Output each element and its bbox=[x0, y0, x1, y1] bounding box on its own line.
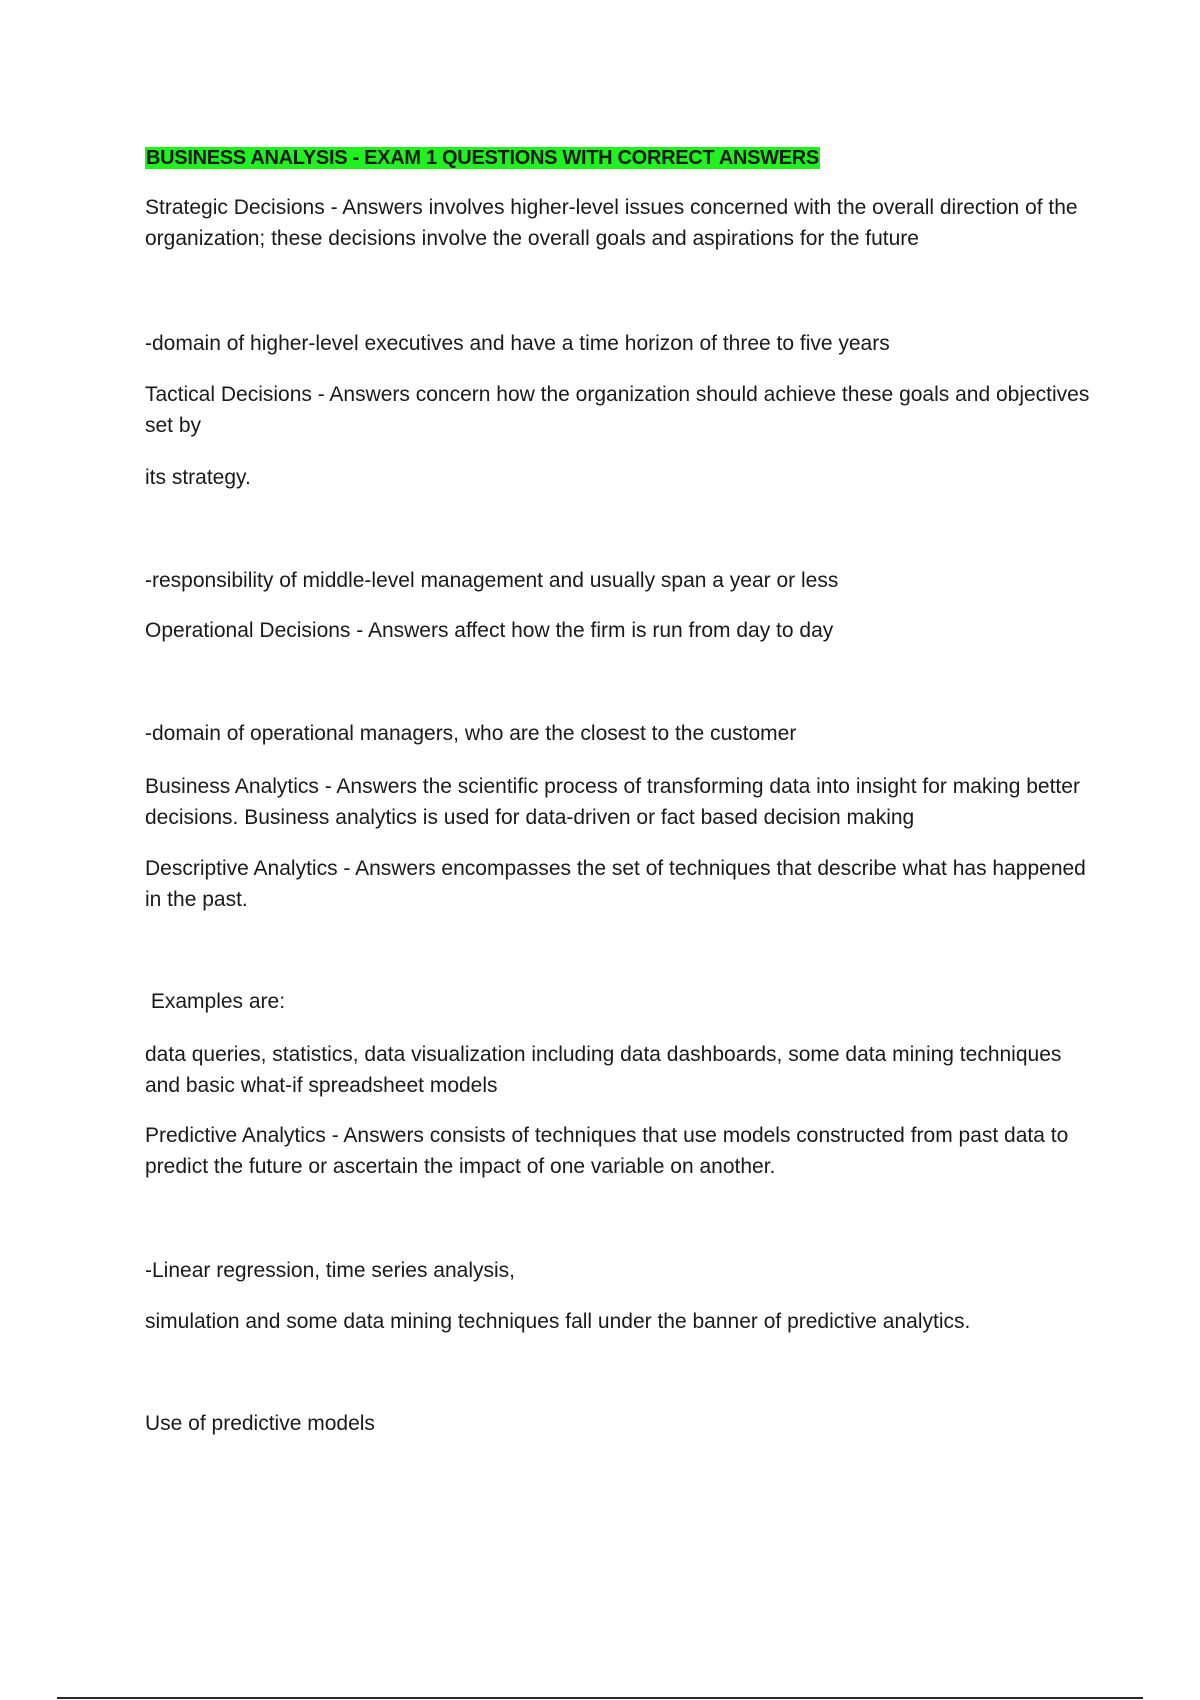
paragraph-strategic-decisions: Strategic Decisions - Answers involves higher-level issues concerned with the overall direction of the organization; these decisions involve the overall goals and aspirations for the future bbox=[145, 196, 1078, 250]
paragraph-business-analytics: Business Analytics - Answers the scientific process of transforming data into insight for making better decisions. Business analytics is used for data-driven or fact based decision making bbox=[145, 775, 1080, 829]
paragraph-strategic-note: -domain of higher-level executives and have a time horizon of three to five years bbox=[145, 332, 890, 355]
paragraph-descriptive-examples: data queries, statistics, data visualization including data dashboards, some data mining techniques and basic what-if spreadsheet models bbox=[145, 1043, 1062, 1097]
paragraph-tactical-decisions: Tactical Decisions - Answers concern how the organization should achieve these goals and objectives set by bbox=[145, 383, 1090, 437]
document-title bbox=[145, 145, 820, 172]
paragraph-predictive-continued: simulation and some data mining techniques fall under the banner of predictive analytics. bbox=[145, 1310, 971, 1333]
paragraph-descriptive-analytics: Descriptive Analytics - Answers encompasses the set of techniques that describe what has happened in the past. bbox=[145, 857, 1086, 911]
paragraph-operational-note: -domain of operational managers, who are the closest to the customer bbox=[145, 722, 797, 745]
title-highlight: BUSINESS ANALYSIS - EXAM 1 QUESTIONS WITH CORRECT ANSWERS bbox=[146, 147, 819, 169]
paragraph-predictive-examples: -Linear regression, time series analysis, bbox=[145, 1259, 515, 1282]
paragraph-predictive-analytics: Predictive Analytics - Answers consists of techniques that use models constructed from past data to predict the future or ascertain the impact of one variable on another. bbox=[145, 1124, 1069, 1178]
paragraph-examples-label: Examples are: bbox=[145, 990, 286, 1013]
paragraph-tactical-continued: its strategy. bbox=[145, 466, 251, 489]
paragraph-tactical-note: -responsibility of middle-level management and usually span a year or less bbox=[145, 569, 839, 592]
page-bottom-rule bbox=[57, 1697, 1143, 1699]
paragraph-predictive-models: Use of predictive models bbox=[145, 1412, 375, 1435]
paragraph-operational-decisions: Operational Decisions - Answers affect how the firm is run from day to day bbox=[145, 619, 834, 642]
